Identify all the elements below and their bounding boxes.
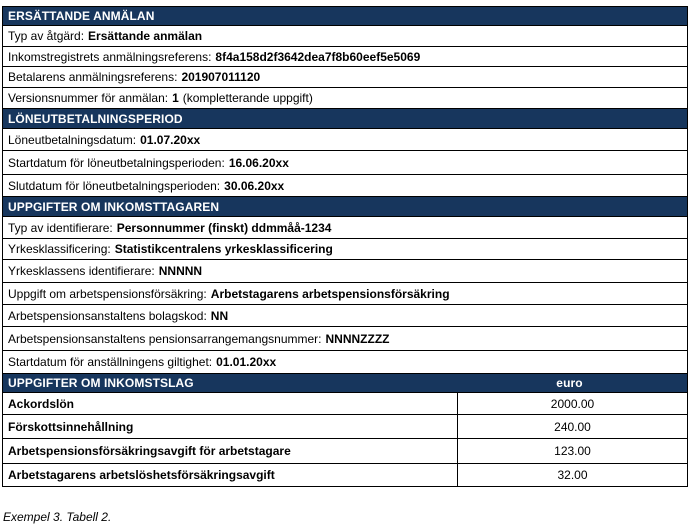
field-value: 01.01.20xx <box>216 355 277 369</box>
row-typ-av-atgard <box>2 26 688 47</box>
row-typ-av-identifierare <box>2 217 688 239</box>
income-amount: 32.00 <box>557 468 588 482</box>
table-caption: Exempel 3. Tabell 2. <box>3 510 112 524</box>
section-title: ERSÄTTANDE ANMÄLAN <box>8 9 155 23</box>
field-suffix: (kompletterande uppgift) <box>182 91 313 105</box>
field-label: Startdatum för anställningens giltighet: <box>8 355 213 369</box>
income-row <box>2 464 688 487</box>
section-header-loneutbetalningsperiod <box>2 109 688 129</box>
income-amount: 240.00 <box>554 419 591 434</box>
field-label: Inkomstregistrets anmälningsreferens: <box>8 49 212 64</box>
row-betalarens-referens <box>2 67 688 88</box>
field-value: 01.07.20xx <box>140 132 201 147</box>
field-value: Arbetstagarens arbetspensionsförsäkring <box>210 286 450 301</box>
section-title: UPPGIFTER OM INKOMSTTAGAREN <box>8 199 220 214</box>
field-label: Startdatum för löneutbetalningsperioden: <box>8 155 225 170</box>
field-value: Statistikcentralens yrkesklassificering <box>114 242 333 256</box>
field-label: Slutdatum för löneutbetalningsperioden: <box>8 178 221 193</box>
unit-label: euro <box>556 376 583 390</box>
row-pensionsarrangemangsnummer <box>2 327 688 351</box>
field-value: 16.06.20xx <box>228 155 289 170</box>
field-value: Ersättande anmälan <box>88 29 203 43</box>
income-amount: 2000.00 <box>550 396 595 411</box>
section-header-inkomstslag <box>2 374 688 393</box>
income-type-name: Arbetspensionsförsäkringsavgift för arbetstagare <box>3 439 458 463</box>
income-type-name: Förskottsinnehållning <box>3 415 458 438</box>
section-header-inkomsttagaren <box>2 197 688 217</box>
section-title: LÖNEUTBETALNINGSPERIOD <box>8 111 183 126</box>
field-value: 1 <box>172 91 179 105</box>
row-yrkesklassificering <box>2 239 688 260</box>
section-title: UPPGIFTER OM INKOMSTSLAG <box>8 376 194 390</box>
field-label: Betalarens anmälningsreferens: <box>8 70 178 84</box>
field-label: Typ av åtgärd: <box>8 29 85 43</box>
field-value: Personnummer (finskt) ddmmåå-1234 <box>116 220 332 235</box>
income-type-name: Arbetstagarens arbetslöshetsförsäkringsavgift <box>3 464 458 486</box>
field-label: Yrkesklassificering: <box>8 242 111 256</box>
field-value: NNNNZZZZ <box>325 331 390 346</box>
field-label: Arbetspensionsanstaltens bolagskod: <box>8 308 207 323</box>
row-loneutbetalningsdatum <box>2 129 688 151</box>
row-anstallningens-giltighet <box>2 351 688 374</box>
field-value: NN <box>210 308 229 323</box>
income-amount: 123.00 <box>554 444 591 458</box>
field-label: Uppgift om arbetspensionsförsäkring: <box>8 286 207 301</box>
field-label: Versionsnummer för anmälan: <box>8 91 169 105</box>
income-row <box>2 439 688 464</box>
row-bolagskod <box>2 305 688 327</box>
field-label: Arbetspensionsanstaltens pensionsarrangemangsnummer: <box>8 331 322 346</box>
row-slutdatum-period <box>2 175 688 197</box>
row-yrkesklassens-identifierare <box>2 260 688 283</box>
field-value: 201907011120 <box>181 70 261 84</box>
field-value: 30.06.20xx <box>224 178 285 193</box>
income-type-name: Ackordslön <box>3 393 458 414</box>
row-versionsnummer <box>2 88 688 109</box>
section-header-ersattande-anmalan <box>2 6 688 26</box>
field-label: Yrkesklassens identifierare: <box>8 264 155 278</box>
field-value: NNNNN <box>158 264 203 278</box>
income-row <box>2 393 688 415</box>
income-row <box>2 415 688 439</box>
row-arbetspensionsforsakring <box>2 283 688 305</box>
field-label: Löneutbetalningsdatum: <box>8 132 137 147</box>
field-label: Typ av identifierare: <box>8 220 113 235</box>
field-value: 8f4a158d2f3642dea7f8b60eef5e5069 <box>215 49 421 64</box>
row-startdatum-period <box>2 151 688 175</box>
document-table <box>2 6 688 487</box>
row-inkomstregistrets-referens <box>2 47 688 67</box>
